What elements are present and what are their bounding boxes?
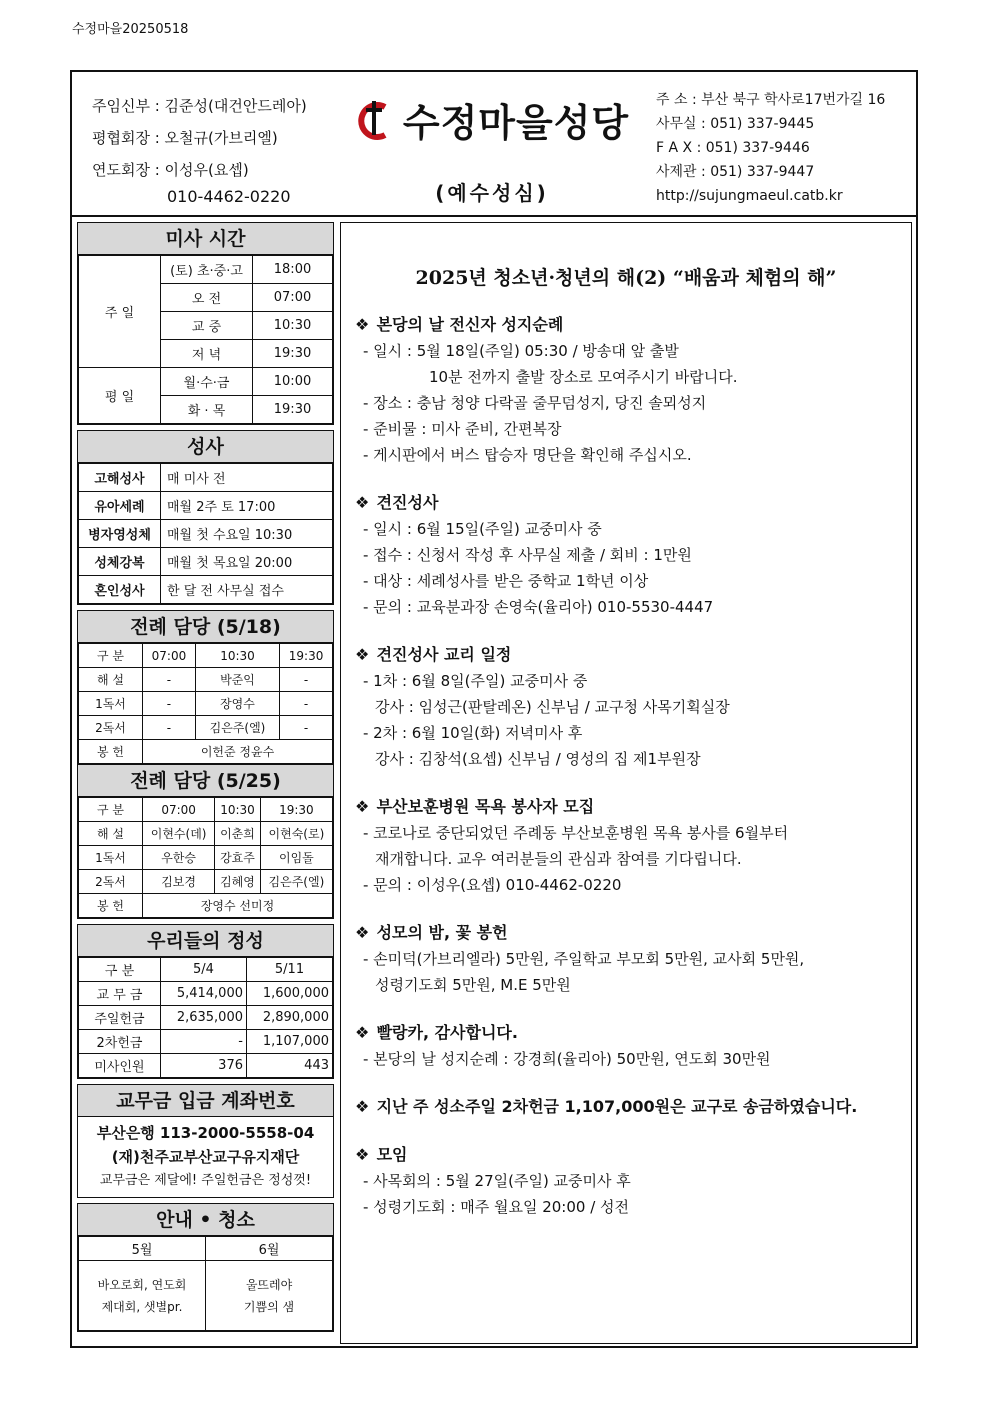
table-cell: 이현수(데) [143, 822, 215, 846]
announcement-line: - 성령기도회 : 매주 월요일 20:00 / 성전 [363, 1198, 630, 1216]
bulletin-frame [70, 70, 918, 1348]
column-header: 구 분 [79, 644, 143, 668]
table-cell: 이춘희 [215, 822, 261, 846]
announcement-heading [355, 1020, 911, 1046]
sacrament-value: 매 미사 전 [161, 464, 333, 492]
table-cell: 2독서 [79, 870, 143, 894]
announcement-line: - 장소 : 충남 청양 다락골 줄무덤성지, 당진 솔뫼성지 [363, 394, 707, 412]
table-cell: 장영수 [195, 692, 279, 716]
column-header: 07:00 [143, 644, 196, 668]
liturgy-0518-title: 전례 담당 (5/18) [78, 611, 333, 643]
offering-names: 장영수 선미정 [143, 894, 333, 918]
mass-name: 월·수·금 [161, 368, 253, 396]
bullet-diamond-icon: ❖ [355, 1023, 370, 1042]
offering-label: 봉 헌 [79, 894, 143, 918]
announcement-line: - 준비물 : 미사 준비, 간편복장 [363, 420, 562, 438]
announcement-section [355, 920, 911, 998]
elder-president: 연도회장 : 이성우(요셉) [92, 161, 249, 179]
announcement-heading-text: 본당의 날 전신자 성지순례 [376, 315, 564, 334]
announcement-heading-text: 성모의 밤, 꽃 봉헌 [376, 923, 508, 942]
table-cell: 1독서 [79, 846, 143, 870]
table-cell: 376 [161, 1054, 247, 1078]
bullet-diamond-icon: ❖ [355, 923, 370, 942]
column-header: 5/11 [247, 958, 333, 982]
announcement-heading [355, 1094, 911, 1120]
bulletin-header [72, 72, 916, 217]
cleaning-table [78, 1236, 333, 1331]
announcement-section [355, 490, 911, 620]
liturgy-0518-box [77, 610, 334, 764]
account-note: 교무금은 제달에! 주일헌금은 정성껏! [99, 1173, 312, 1188]
liturgy-0525-box [77, 764, 334, 919]
announcement-line: - 사목회의 : 5월 27일(주일) 교중미사 후 [363, 1172, 631, 1190]
announcement-heading [355, 920, 911, 946]
column-header: 19:30 [280, 644, 333, 668]
announcement-heading [355, 642, 911, 668]
announcements-panel [340, 222, 912, 1344]
offerings-table [78, 957, 333, 1078]
church-name: 수정마을성당 [402, 101, 630, 145]
announcement-heading-text: 부산보훈병원 목욕 봉사자 모집 [376, 797, 595, 816]
table-cell: 2,890,000 [247, 1006, 333, 1030]
announcement-line: - 본당의 날 성지순례 : 강경희(율리아) 50만원, 연도회 30만원 [363, 1050, 771, 1068]
table-cell: 해 설 [79, 668, 143, 692]
table-cell: 해 설 [79, 822, 143, 846]
bank-account: 부산은행 113-2000-5558-04 [96, 1124, 315, 1142]
mass-times-title: 미사 시간 [78, 223, 333, 255]
table-cell: 주일헌금 [79, 1006, 161, 1030]
bullet-diamond-icon: ❖ [355, 797, 370, 816]
table-cell: 2독서 [79, 716, 143, 740]
contact-info [656, 88, 885, 208]
rectory-phone: 사제관 : 051) 337-9447 [656, 164, 815, 180]
table-cell: 김보경 [143, 870, 215, 894]
offering-names: 이헌준 정윤수 [143, 740, 333, 764]
cleaning-group: 기쁨의 샘 [243, 1299, 295, 1314]
announcement-line: - 문의 : 이성우(요셉) 010-4462-0220 [363, 876, 622, 894]
bullet-diamond-icon: ❖ [355, 645, 370, 664]
fax: F A X : 051) 337-9446 [656, 140, 810, 156]
mass-time: 10:30 [253, 312, 333, 340]
sacrament-value: 한 달 전 사무실 접수 [161, 576, 333, 604]
pastor: 주임신부 : 김준성(대건안드레아) [92, 97, 307, 115]
account-title: 교무금 입금 계좌번호 [78, 1085, 333, 1117]
announcement-heading-text: 견진성사 [376, 493, 439, 512]
offerings-title: 우리들의 정성 [78, 925, 333, 957]
announcement-section [355, 794, 911, 898]
bullet-diamond-icon: ❖ [355, 1097, 370, 1116]
table-cell: 우한승 [143, 846, 215, 870]
sacraments-table [78, 463, 333, 604]
announcement-line: - 코로나로 중단되었던 주례동 부산보훈병원 목욕 봉사를 6월부터 [363, 824, 789, 842]
church-logo-block [342, 92, 642, 206]
sacrament-value: 매월 2주 토 17:00 [161, 492, 333, 520]
mass-name: 저 녁 [161, 340, 253, 368]
offering-label: 봉 헌 [79, 740, 143, 764]
table-cell: 김은주(엘) [260, 870, 332, 894]
column-header: 구 분 [79, 958, 161, 982]
month-header: 6월 [206, 1237, 333, 1261]
table-cell: 443 [247, 1054, 333, 1078]
table-cell: 이임돌 [260, 846, 332, 870]
website-link[interactable]: http://sujungmaeul.catb.kr [656, 188, 843, 204]
table-cell: 박준익 [195, 668, 279, 692]
announcement-heading [355, 794, 911, 820]
account-holder: (재)천주교부산교구유지재단 [111, 1148, 300, 1166]
table-cell: 교 무 금 [79, 982, 161, 1006]
mass-name: 교 중 [161, 312, 253, 340]
bullet-diamond-icon: ❖ [355, 1145, 370, 1164]
liturgy-0525-table [78, 797, 333, 918]
announcement-line: - 일시 : 6월 15일(주일) 교중미사 중 [363, 520, 602, 538]
cleaning-group: 울뜨레야 [245, 1277, 293, 1292]
table-cell: 2,635,000 [161, 1006, 247, 1030]
announcement-heading-text: 견진성사 교리 일정 [376, 645, 512, 664]
column-header: 10:30 [195, 644, 279, 668]
announcement-heading-text: 모임 [376, 1145, 408, 1164]
church-subtitle: (예수성심) [435, 181, 549, 205]
announcement-heading [355, 312, 911, 338]
table-cell: 1,600,000 [247, 982, 333, 1006]
column-header: 5/4 [161, 958, 247, 982]
weekday-label: 평 일 [79, 368, 161, 424]
column-header: 10:30 [215, 798, 261, 822]
announcement-line: - 대상 : 세례성사를 받은 중학교 1학년 이상 [363, 572, 649, 590]
column-header: 07:00 [143, 798, 215, 822]
sacrament-value: 매월 첫 수요일 10:30 [161, 520, 333, 548]
liturgy-0525-title: 전례 담당 (5/25) [78, 765, 333, 797]
sacrament-name: 혼인성사 [79, 576, 161, 604]
table-cell: 이현숙(로) [260, 822, 332, 846]
cleaning-group: 제대회, 샛별pr. [101, 1299, 183, 1314]
sunday-label: 주 일 [79, 256, 161, 368]
mass-name: (토) 초·중·고 [161, 256, 253, 284]
table-cell: - [280, 716, 333, 740]
sacrament-value: 매월 첫 목요일 20:00 [161, 548, 333, 576]
column-header: 19:30 [260, 798, 332, 822]
table-cell: - [280, 692, 333, 716]
announcement-line: 강사 : 김창석(요셉) 신부님 / 영성의 집 제1부원장 [375, 750, 701, 768]
month-header: 5월 [79, 1237, 206, 1261]
mass-name: 오 전 [161, 284, 253, 312]
offerings-box [77, 924, 334, 1079]
announcement-line: - 1차 : 6월 8일(주일) 교중미사 중 [363, 672, 588, 690]
announcement-heading [355, 1142, 911, 1168]
announcement-line: 성령기도회 5만원, M.E 5만원 [375, 976, 571, 994]
address: 주 소 : 부산 북구 학사로17번가길 16 [656, 92, 886, 108]
sacrament-name: 병자영성체 [79, 520, 161, 548]
announcement-line: - 2차 : 6월 10일(화) 저녁미사 후 [363, 724, 583, 742]
announcement-line: 재개합니다. 교우 여러분들의 관심과 참여를 기다립니다. [375, 850, 742, 868]
announcement-section [355, 1020, 911, 1072]
sacrament-name: 고해성사 [79, 464, 161, 492]
announcement-section [355, 1142, 911, 1220]
announcement-heading-text: 지난 주 성소주일 2차헌금 1,107,000원은 교구로 송금하였습니다. [376, 1097, 858, 1116]
announcement-line: 10분 전까지 출발 장소로 모여주시기 바랍니다. [429, 368, 738, 386]
cleaning-group: 바오로회, 연도회 [97, 1277, 187, 1292]
table-cell: - [143, 716, 196, 740]
mass-times-box [77, 222, 334, 425]
table-cell: 미사인원 [79, 1054, 161, 1078]
leaders-info [92, 90, 307, 208]
table-cell: 강효주 [215, 846, 261, 870]
announcement-line: - 접수 : 신청서 작성 후 사무실 제출 / 회비 : 1만원 [363, 546, 692, 564]
sacraments-title: 성사 [78, 431, 333, 463]
mass-times-table [78, 255, 333, 424]
liturgy-0518-table [78, 643, 333, 764]
announcement-section [355, 312, 911, 468]
mass-time: 19:30 [253, 396, 333, 424]
sacraments-box [77, 430, 334, 605]
main-title: 2025년 청소년·청년의 해(2) “배움과 체험의 해” [415, 267, 837, 289]
account-box [77, 1084, 334, 1198]
announcement-line: 강사 : 임성근(판탈레온) 신부님 / 교구청 사목기획실장 [375, 698, 730, 716]
table-cell: 김혜영 [215, 870, 261, 894]
announcement-line: - 게시판에서 버스 탑승자 명단을 확인해 주십시오. [363, 446, 692, 464]
table-cell: 5,414,000 [161, 982, 247, 1006]
sacrament-name: 성체강복 [79, 548, 161, 576]
announcement-heading-text: 빨랑카, 감사합니다. [376, 1023, 518, 1042]
table-cell: 1,107,000 [247, 1030, 333, 1054]
announcement-line: - 문의 : 교육분과장 손영숙(율리아) 010-5530-4447 [363, 598, 714, 616]
office-phone: 사무실 : 051) 337-9445 [656, 116, 815, 132]
sacrament-name: 유아세례 [79, 492, 161, 520]
mass-time: 10:00 [253, 368, 333, 396]
church-cross-icon [355, 99, 397, 141]
cleaning-title: 안내 • 청소 [78, 1204, 333, 1236]
table-cell: - [143, 692, 196, 716]
announcement-line: - 손미덕(가브리엘라) 5만원, 주일학교 부모회 5만원, 교사회 5만원, [363, 950, 805, 968]
table-cell: 1독서 [79, 692, 143, 716]
document-id: 수정마을20250518 [72, 22, 189, 37]
announcement-section [355, 1094, 911, 1120]
mass-time: 19:30 [253, 340, 333, 368]
table-cell: - [280, 668, 333, 692]
bullet-diamond-icon: ❖ [355, 315, 370, 334]
announcement-line: - 일시 : 5월 18일(주일) 05:30 / 방송대 앞 출발 [363, 342, 679, 360]
table-cell: - [143, 668, 196, 692]
mass-time: 18:00 [253, 256, 333, 284]
table-cell: 2차헌금 [79, 1030, 161, 1054]
sidebar [77, 222, 334, 1337]
announcement-section [355, 642, 911, 772]
table-cell: 김은주(엘) [195, 716, 279, 740]
mass-time: 07:00 [253, 284, 333, 312]
table-cell: - [161, 1030, 247, 1054]
bullet-diamond-icon: ❖ [355, 493, 370, 512]
announcement-heading [355, 490, 911, 516]
council-president: 평협회장 : 오철규(가브리엘) [92, 129, 278, 147]
cleaning-box [77, 1203, 334, 1332]
column-header: 구 분 [79, 798, 143, 822]
mass-name: 화 · 목 [161, 396, 253, 424]
elder-phone: 010-4462-0220 [167, 187, 291, 206]
